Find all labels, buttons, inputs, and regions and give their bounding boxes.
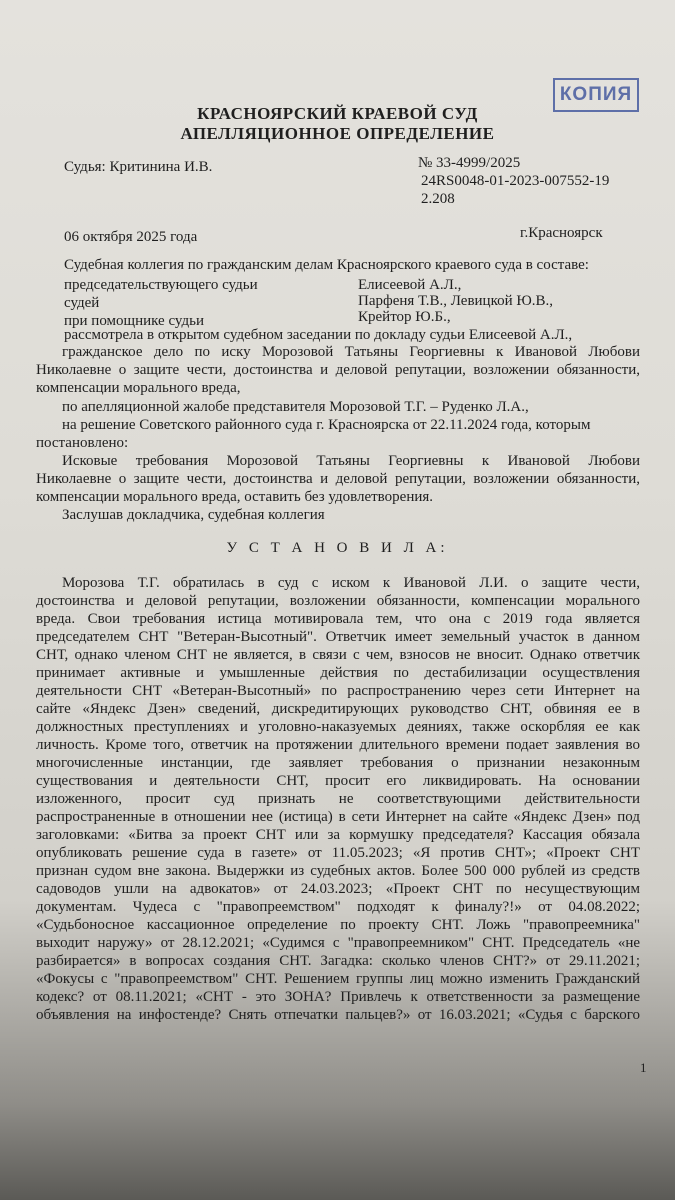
copy-stamp: КОПИЯ — [553, 78, 639, 112]
body-line: садоводов ушли на адвокатов» от 24.03.2023; «Проект СНТ по несуществующим — [36, 881, 640, 897]
page-number: 1 — [640, 1060, 647, 1075]
body-line: многочисленные инстанции, где заявляет требования о признании незаконным — [36, 755, 640, 771]
hearing-line: Заслушав докладчика, судебная коллегия — [62, 507, 325, 523]
category-code: 2.208 — [421, 191, 455, 207]
assistant-label: при помощнике судьи — [64, 313, 204, 329]
judges-names: Парфеня Т.В., Левицкой Ю.В., — [358, 293, 554, 309]
assistant-name: Крейтор Ю.Б., — [358, 309, 451, 325]
case-number: № 33-4999/2025 — [418, 155, 521, 171]
body-line: личность. Кроме того, ответчик на протяжении длительного времени подает заявления во — [36, 737, 640, 753]
court-title: КРАСНОЯРСКИЙ КРАЕВОЙ СУД — [197, 104, 478, 123]
chair-name: Елисеевой А.Л., — [358, 277, 462, 293]
chair-label: председательствующего судьи — [64, 277, 258, 293]
body-line: распространенные в отношении нее (истица) в сети Интернет на сайте «Яндекс Дзен» под — [36, 809, 640, 825]
body-line: сайте «Яндекс Дзен» сведений, дискредитирующих руководство СНТ, обвиняя ее в — [36, 701, 640, 717]
body-line: «Судьбоносное кассационное определение по проекту СНТ. Ложь "правопреемника" — [36, 917, 640, 933]
document-type-title: АПЕЛЛЯЦИОННОЕ ОПРЕДЕЛЕНИЕ — [180, 124, 495, 143]
document-city: г.Красноярск — [520, 225, 603, 241]
body-line: председателем СНТ "Ветеран-Высотный". Ответчик имеет земельный участок в данном — [36, 629, 640, 645]
body-line: СНТ, однако членом СНТ не является, в связи с чем, взносов не вносит. Однако ответчик — [36, 647, 640, 663]
body-line: заголовками: «Битва за проект СНТ или за кормушку председателя? Кассация обязала — [36, 827, 640, 843]
intro-line: компенсации морального вреда, — [36, 380, 241, 396]
body-line: вреда. Свои требования истица мотивировала тем, что она с 2019 года является — [36, 611, 640, 627]
body-line: разбирается» в вопросах создания СНТ. Загадка: сколько членов СНТ?» от 29.11.2021; — [36, 953, 640, 969]
body-line: опубликовать решение суда в газете» от 11.05.2023; «Я против СНТ»; «Проект СНТ — [36, 845, 640, 861]
body-line: кодекс? от 08.11.2021; «СНТ - это ЗОНА? Привлечь к ответственности за размещение — [36, 989, 640, 1005]
body-line: должностных преступлениях и уголовно-наказуемых деяниях, также оскорбляя ее как — [36, 719, 640, 735]
decision-line: Исковые требования Морозовой Татьяны Георгиевны к Ивановой Любови — [62, 453, 640, 469]
intro-line: на решение Советского районного суда г. Красноярска от 22.11.2024 года, которым — [62, 417, 591, 433]
body-line: деятельности СНТ «Ветеран-Высотный» по распространению через сети Интернет на — [36, 683, 640, 699]
decision-line: компенсации морального вреда, оставить без удовлетворения. — [36, 489, 434, 505]
body-line: принимает активные и умышленные действия по дестабилизации осуществления — [36, 665, 640, 681]
body-line: существования и деятельности СНТ, просит его ликвидировать. На основании — [36, 773, 640, 789]
body-line: признан судом вне закона. Выдержки из судебных актов. Более 500 000 рублей из средств — [36, 863, 640, 879]
decision-line: Николаевне о защите чести, достоинства и деловой репутации, возложении обязанности, — [36, 471, 640, 487]
intro-line: рассмотрела в открытом судебном заседании по докладу судьи Елисеевой А.Л., — [64, 327, 573, 343]
established-heading: У С Т А Н О В И Л А: — [226, 540, 449, 556]
intro-line: постановлено: — [36, 435, 129, 451]
case-id: 24RS0048-01-2023-007552-19 — [421, 173, 610, 189]
body-line: «Фокусы с "правопреемством" СНТ. Решением группы лиц можно изменить Гражданский — [36, 971, 640, 987]
body-line: достоинства и деловой репутации, возложении обязанности, компенсации морального — [36, 593, 640, 609]
body-line: объявления на инфостенде? Снять отпечатки пальцев?» от 16.03.2021; «Судья с барского — [36, 1007, 640, 1023]
intro-line: Николаевне о защите чести, достоинства и деловой репутации, возложении обязанности, — [36, 362, 640, 378]
intro-line: гражданское дело по иску Морозовой Татьяны Георгиевны к Ивановой Любови — [62, 344, 640, 360]
composition-intro: Судебная коллегия по гражданским делам Красноярского краевого суда в составе: — [64, 257, 589, 273]
judge-line: Судья: Критинина И.В. — [64, 159, 213, 175]
body-line: выходит наружу» от 28.12.2021; «Судимся с "правопреемником" СНТ. Председатель «не — [36, 935, 640, 951]
body-line: Морозова Т.Г. обратилась в суд с иском к Ивановой Л.И. о защите чести, — [62, 575, 640, 591]
judges-label: судей — [64, 295, 100, 311]
document-date: 06 октября 2025 года — [64, 229, 198, 245]
body-line: изложенного, просит суд признать не соответствующими действительности — [36, 791, 640, 807]
intro-line: по апелляционной жалобе представителя Морозовой Т.Г. – Руденко Л.А., — [62, 399, 529, 415]
body-line: документам. Чудеса с "правопреемством" подходят к финалу?!» от 04.08.2022; — [36, 899, 640, 915]
